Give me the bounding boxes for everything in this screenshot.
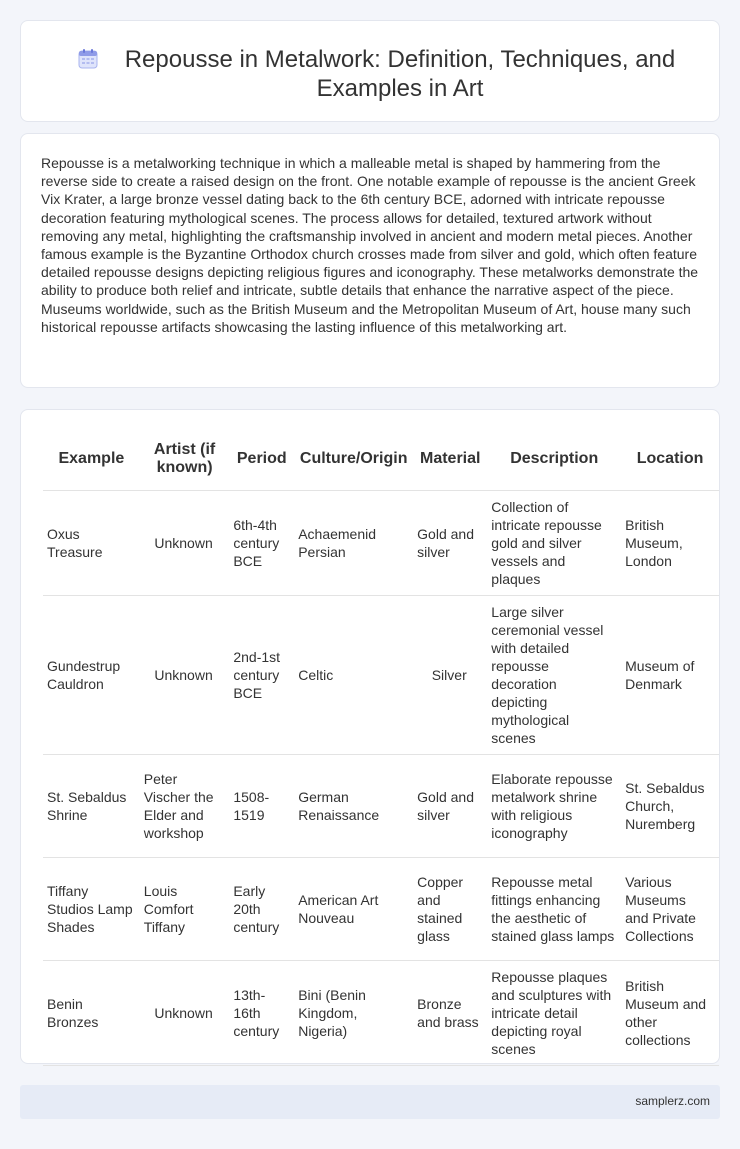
table-cell: British Museum, London <box>621 490 719 595</box>
footer-site-link[interactable]: samplerz.com <box>635 1094 710 1108</box>
title-card <box>20 20 720 122</box>
table-cell: Repousse metal fittings enhancing the aesthetic of stained glass lamps <box>487 857 621 960</box>
table-cell: Peter Vischer the Elder and workshop <box>140 754 230 857</box>
table-row <box>43 960 719 1065</box>
table-cell: Large silver ceremonial vessel with detailed repousse decoration depicting mythological scenes <box>487 595 621 754</box>
table-cell: 6th-4th century BCE <box>229 490 294 595</box>
table-cell: Elaborate repousse metalwork shrine with religious iconography <box>487 754 621 857</box>
page-title: Repousse in Metalwork: Definition, Techniques, and Examples in Art <box>124 46 676 102</box>
table-cell: Museum of Denmark <box>621 595 719 754</box>
table-cell: Gold and silver <box>413 490 487 595</box>
table-cell: Unknown <box>140 490 230 595</box>
table-cell: Bronze and brass <box>413 960 487 1065</box>
table-cell: Bini (Benin Kingdom, Nigeria) <box>294 960 413 1065</box>
table-row <box>43 490 719 595</box>
table-cell: Achaemenid Persian <box>294 490 413 595</box>
table-cell: Early 20th century <box>229 857 294 960</box>
table-cell: Gundestrup Cauldron <box>43 595 140 754</box>
table-header-row <box>43 429 719 490</box>
intro-paragraph: Repousse is a metalworking technique in which a malleable metal is shaped by hammering from the reverse side to create a raised design on the front. One notable example of repousse is the ancient Greek Vix Krater, a large bronze vessel dating back to the 6th century BCE, adorned with intricate repousse decoration featuring mythological scenes. The process allows for detailed, textured artwork without removing any metal, highlighting the craftsmanship involved in ancient and modern metal pieces. Another famous example is the Byzantine Orthodox church crosses made from silver and gold, which often feature detailed repousse designs depicting religious figures and iconography. These metalworks demonstrate the ability to produce both relief and intricate, subtle details that enhance the narrative aspect of the piece. Museums worldwide, such as the British Museum and the Metropolitan Museum of Art, house many such historical repousse artifacts showcasing the lasting influence of this metalworking art. <box>41 155 699 335</box>
column-header: Artist (if known) <box>140 429 230 490</box>
table-row <box>43 754 719 857</box>
table-cell: Benin Bronzes <box>43 960 140 1065</box>
table-cell: 2nd-1st century BCE <box>229 595 294 754</box>
intro-card <box>20 133 720 388</box>
table-cell: Copper and stained glass <box>413 857 487 960</box>
table-cell: Unknown <box>140 595 230 754</box>
table-card <box>20 409 720 1064</box>
table-cell: 13th-16th century <box>229 960 294 1065</box>
table-cell: St. Sebaldus Church, Nuremberg <box>621 754 719 857</box>
table-row <box>43 857 719 960</box>
column-header: Example <box>43 429 140 490</box>
table-cell: 1508-1519 <box>229 754 294 857</box>
table-row <box>43 595 719 754</box>
column-header: Period <box>229 429 294 490</box>
repousse-examples-table <box>43 429 719 1066</box>
table-cell: German Renaissance <box>294 754 413 857</box>
column-header: Material <box>413 429 487 490</box>
table-cell: Various Museums and Private Collections <box>621 857 719 960</box>
table-cell: Louis Comfort Tiffany <box>140 857 230 960</box>
table-cell: Repousse plaques and sculptures with intricate detail depicting royal scenes <box>487 960 621 1065</box>
table-cell: Gold and silver <box>413 754 487 857</box>
table-cell: Tiffany Studios Lamp Shades <box>43 857 140 960</box>
column-header: Location <box>621 429 719 490</box>
table-cell: Oxus Treasure <box>43 490 140 595</box>
footer <box>20 1085 720 1119</box>
column-header: Description <box>487 429 621 490</box>
table-cell: British Museum and other collections <box>621 960 719 1065</box>
table-cell: Celtic <box>294 595 413 754</box>
table-cell: Unknown <box>140 960 230 1065</box>
table-cell: Silver <box>413 595 487 754</box>
table-cell: St. Sebaldus Shrine <box>43 754 140 857</box>
column-header: Culture/Origin <box>294 429 413 490</box>
table-cell: Collection of intricate repousse gold and silver vessels and plaques <box>487 490 621 595</box>
table-cell: American Art Nouveau <box>294 857 413 960</box>
